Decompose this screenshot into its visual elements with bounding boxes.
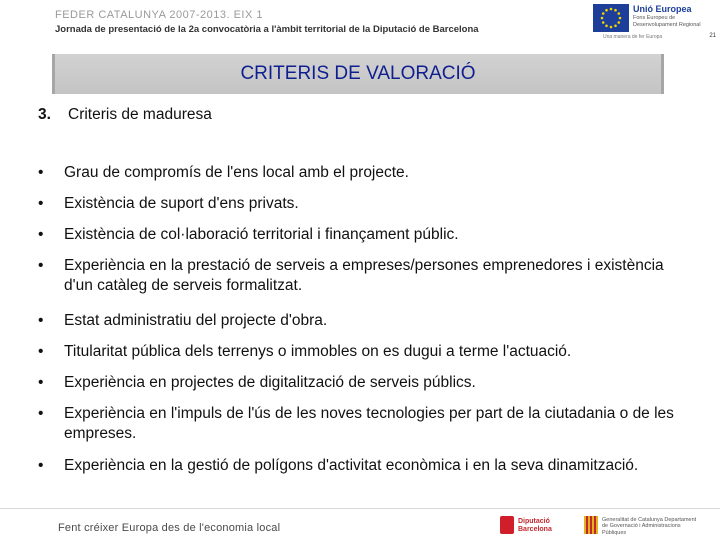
eu-flag-icon bbox=[593, 4, 629, 32]
list-item-text: Experiència en projectes de digitalització de serveis públics. bbox=[64, 374, 476, 391]
title-banner bbox=[52, 54, 664, 94]
generalitat-logo-text: Generalitat de Catalunya Departament de Governació i Administracions Públiques bbox=[602, 517, 697, 536]
program-label: FEDER CATALUNYA 2007-2013. EIX 1 bbox=[55, 9, 263, 21]
list-item-text: Experiència en la gestió de polígons d'activitat econòmica i en la seva dinamització. bbox=[64, 457, 639, 474]
bullet-icon: • bbox=[38, 257, 44, 274]
generalitat-logo-icon bbox=[584, 516, 598, 534]
bullet-icon: • bbox=[38, 405, 44, 422]
bullet-icon: • bbox=[38, 164, 44, 181]
diputacio-logo-text: Diputació Barcelona bbox=[518, 518, 552, 533]
list-item-text: Existència de col·laboració territorial i finançament públic. bbox=[64, 226, 459, 243]
list-item-text: Existència de suport d'ens privats. bbox=[64, 195, 299, 212]
list-item-text: Experiència en la prestació de serveis a empreses/persones emprenedores i existència d'un catàleg de serveis formalitzat. bbox=[64, 257, 664, 294]
footer-divider bbox=[0, 508, 720, 509]
bullet-icon: • bbox=[38, 195, 44, 212]
event-label: Jornada de presentació de la 2a convocatòria a l'àmbit territorial de la Diputació de Barcelona bbox=[55, 24, 479, 35]
list-item-text: Grau de compromís de l'ens local amb el projecte. bbox=[64, 164, 409, 181]
section-heading bbox=[38, 106, 212, 124]
bullet-icon: • bbox=[38, 226, 44, 243]
eu-motto: Una manera de fer Europa bbox=[603, 34, 663, 40]
page-number: 21 bbox=[709, 33, 716, 39]
eu-title: Unió Europea bbox=[633, 4, 692, 14]
diputacio-logo-icon bbox=[500, 516, 514, 534]
bullet-icon: • bbox=[38, 457, 44, 474]
list-item-text: Titularitat pública dels terrenys o immobles on es dugui a terme l'actuació. bbox=[64, 343, 572, 360]
eu-logo bbox=[585, 2, 705, 42]
list-item-text: Experiència en l'impuls de l'ús de les noves tecnologies per part de la ciutadania o de les empreses. bbox=[64, 405, 674, 442]
section-title: Criteris de maduresa bbox=[68, 106, 212, 123]
bullet-icon: • bbox=[38, 374, 44, 391]
footer-slogan: Fent créixer Europa des de l'economia local bbox=[58, 522, 281, 534]
bullet-icon: • bbox=[38, 343, 44, 360]
section-number: 3. bbox=[38, 106, 51, 123]
bullet-icon: • bbox=[38, 312, 44, 329]
slide-title: CRITERIS DE VALORACIÓ bbox=[240, 63, 476, 84]
eu-subtitle: Fons Europeu de Desenvolupament Regional bbox=[633, 15, 701, 28]
list-item-text: Estat administratiu del projecte d'obra. bbox=[64, 312, 328, 329]
